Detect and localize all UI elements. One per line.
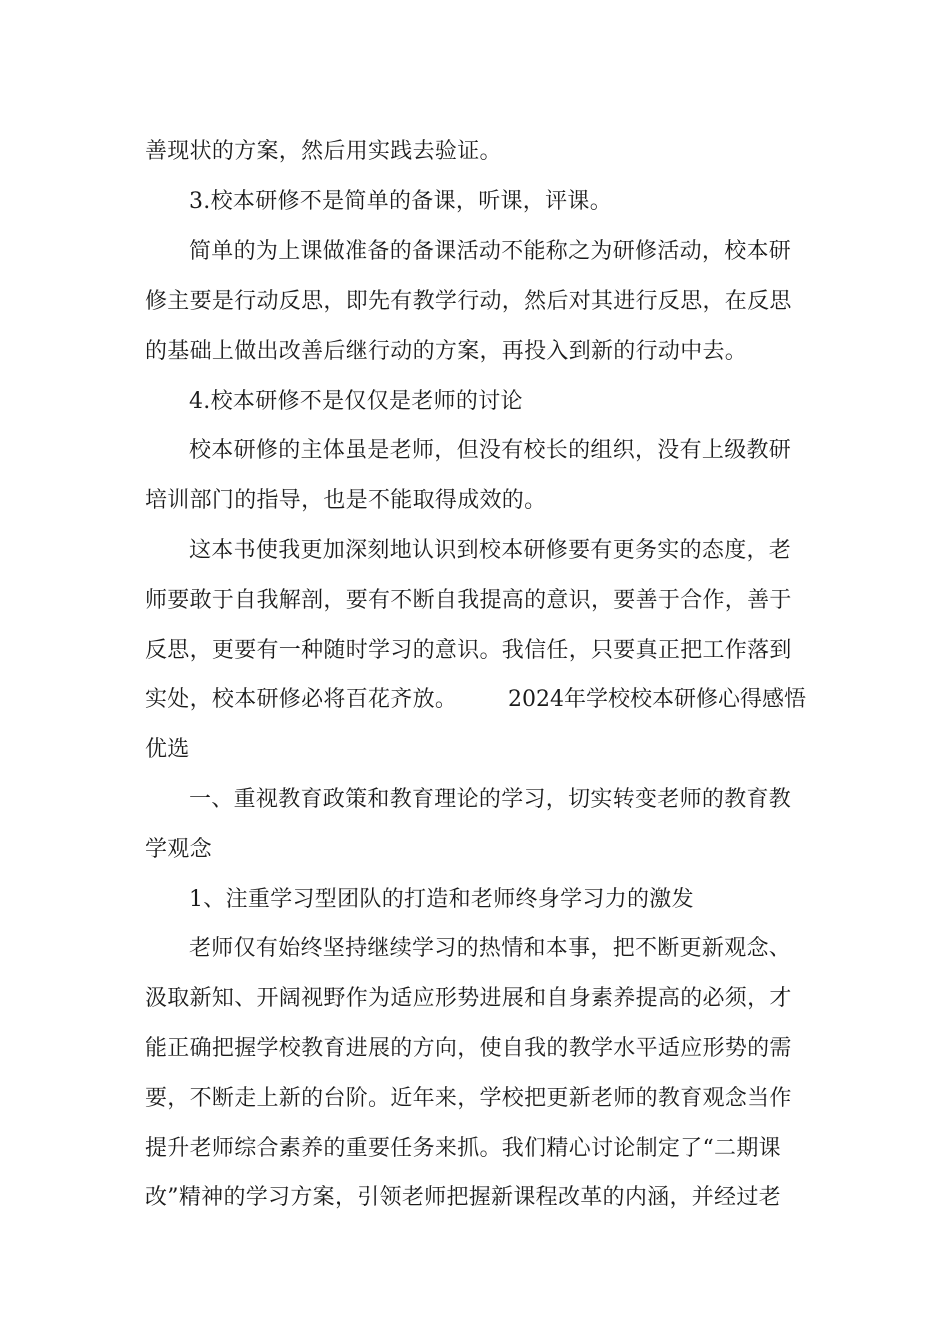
text-line: 4.校本研修不是仅仅是老师的讨论 — [189, 389, 523, 414]
text-line: 反思，更要有一种随时学习的意识。我信任，只要真正把工作落到 — [145, 638, 792, 663]
text-line: 学观念 — [145, 837, 212, 862]
text-line: 校本研修的主体虽是老师，但没有校长的组织，没有上级教研 — [189, 438, 792, 463]
text-line: 修主要是行动反思，即先有教学行动，然后对其进行反思，在反思 — [145, 289, 792, 314]
text-line: 优选 — [145, 737, 190, 762]
text-line: 3.校本研修不是简单的备课，听课，评课。 — [189, 189, 612, 214]
text-line: 1、注重学习型团队的打造和老师终身学习力的激发 — [189, 887, 694, 912]
text-line: 师要敢于自我解剖，要有不断自我提高的意识，要善于合作，善于 — [145, 588, 792, 613]
text-line: 这本书使我更加深刻地认识到校本研修要有更务实的态度，老 — [189, 538, 792, 563]
text-line: 实处，校本研修必将百花齐放。 — [145, 687, 458, 712]
text-line: 善现状的方案，然后用实践去验证。 — [145, 139, 502, 164]
section-title: 2024年学校校本研修心得感悟 — [508, 687, 806, 712]
text-line: 提升老师综合素养的重要任务来抓。我们精心讨论制定了“二期课 — [145, 1136, 781, 1161]
text-line: 汲取新知、开阔视野作为适应形势进展和自身素养提高的必须，才 — [145, 986, 792, 1011]
text-line: 要，不断走上新的台阶。近年来，学校把更新老师的教育观念当作 — [145, 1086, 792, 1111]
text-line: 培训部门的指导，也是不能取得成效的。 — [145, 488, 547, 513]
text-line: 一、重视教育政策和教育理论的学习，切实转变老师的教育教 — [189, 787, 792, 812]
text-line: 简单的为上课做准备的备课活动不能称之为研修活动，校本研 — [189, 239, 792, 264]
text-line: 的基础上做出改善后继行动的方案，再投入到新的行动中去。 — [145, 339, 748, 364]
text-line: 老师仅有始终坚持继续学习的热情和本事，把不断更新观念、 — [189, 936, 792, 961]
text-line: 能正确把握学校教育进展的方向，使自我的教学水平适应形势的需 — [145, 1036, 792, 1061]
text-line: 改”精神的学习方案，引领老师把握新课程改革的内涵，并经过老 — [145, 1185, 781, 1210]
